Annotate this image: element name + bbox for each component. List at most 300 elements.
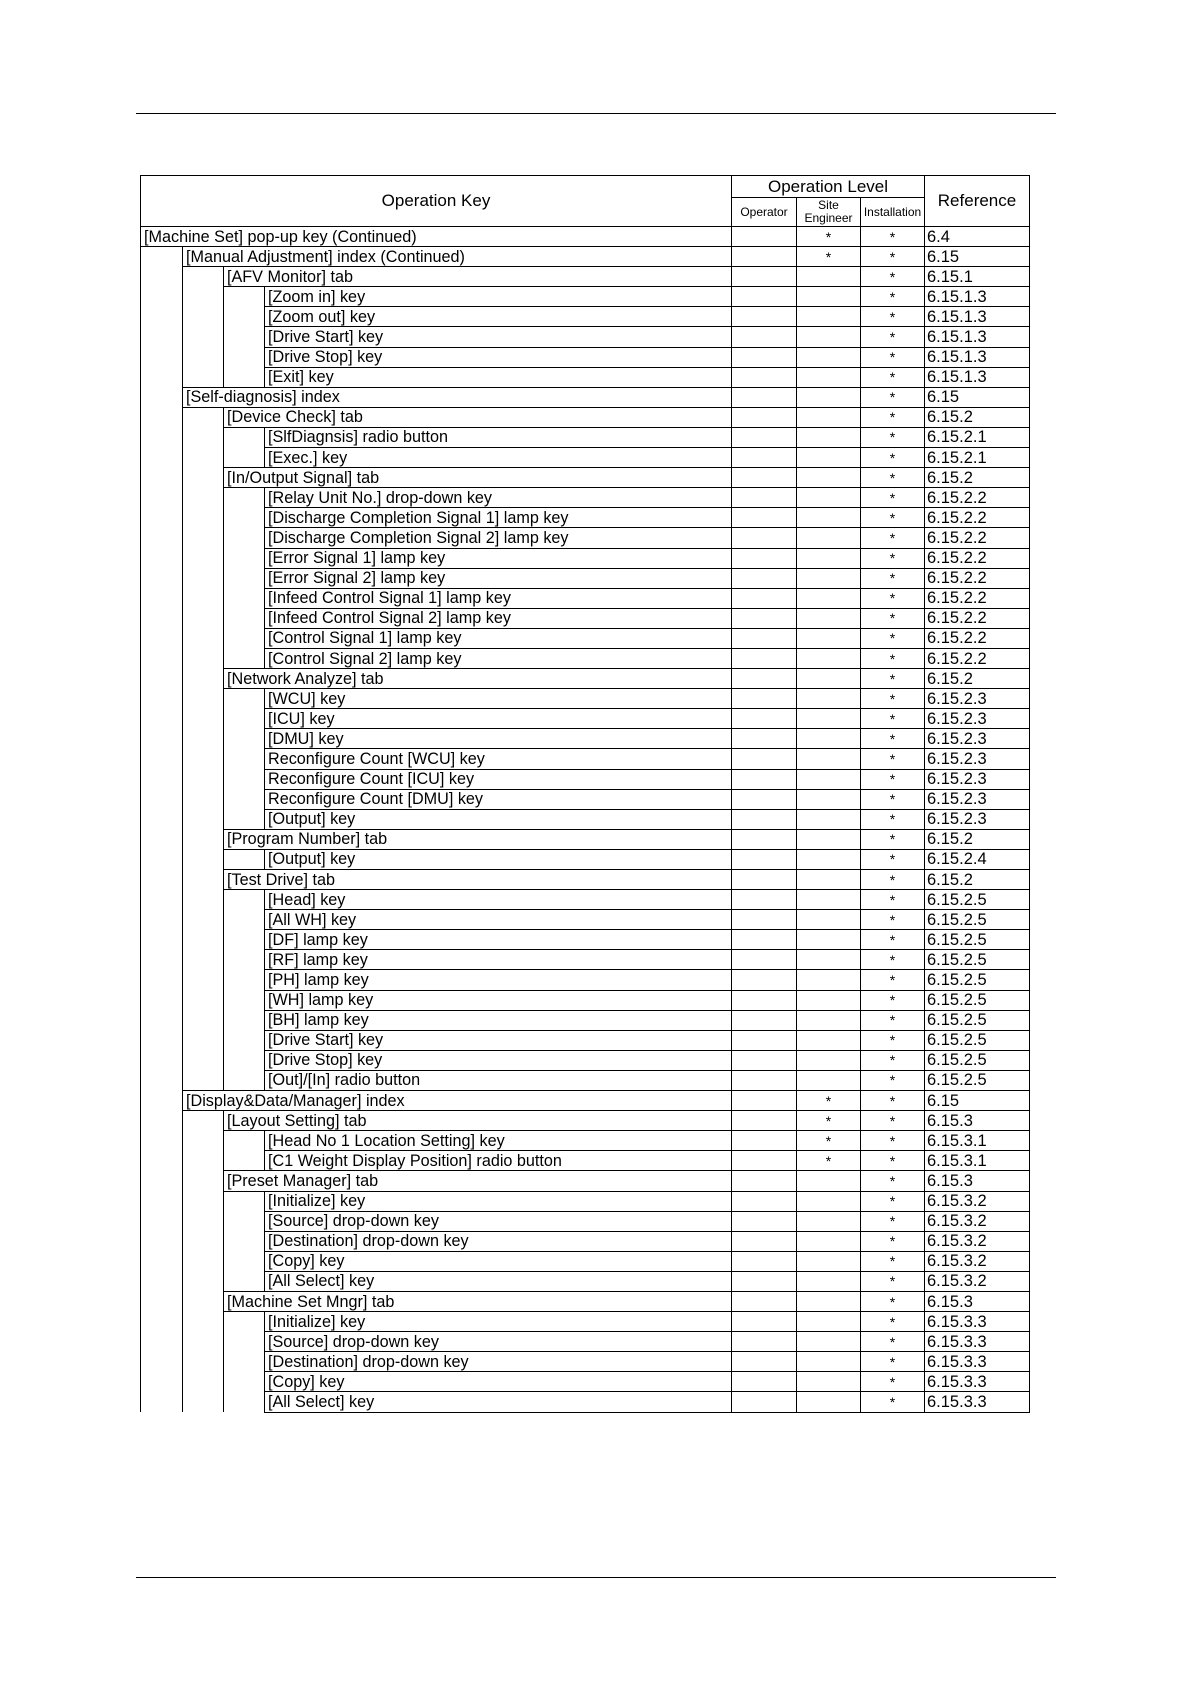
indent-cell bbox=[183, 1010, 224, 1030]
indent-cell bbox=[183, 1312, 224, 1332]
installation-level-cell: * bbox=[861, 448, 925, 468]
installation-level-cell: * bbox=[861, 1372, 925, 1392]
operator-level-cell bbox=[732, 1251, 797, 1271]
operation-key-label: [Program Number] tab bbox=[224, 829, 732, 849]
operator-level-cell bbox=[732, 669, 797, 689]
table-row bbox=[141, 648, 1030, 668]
table-row bbox=[141, 1191, 1030, 1211]
operation-key-label: Reconfigure Count [WCU] key bbox=[265, 749, 732, 769]
operator-level-cell bbox=[732, 628, 797, 648]
operator-level-cell bbox=[732, 729, 797, 749]
reference-cell: 6.15.2.2 bbox=[925, 588, 1030, 608]
indent-cell bbox=[141, 287, 183, 307]
reference-cell: 6.15.2 bbox=[925, 669, 1030, 689]
indent-cell bbox=[224, 568, 265, 588]
table-row bbox=[141, 689, 1030, 709]
indent-cell bbox=[224, 628, 265, 648]
installation-level-cell: * bbox=[861, 970, 925, 990]
site-engineer-level-cell: * bbox=[797, 227, 861, 247]
operator-level-cell bbox=[732, 247, 797, 267]
site-engineer-level-cell bbox=[797, 769, 861, 789]
installation-level-cell: * bbox=[861, 709, 925, 729]
footer-rule bbox=[136, 1577, 1056, 1578]
header-operation-key: Operation Key bbox=[141, 176, 732, 227]
operation-key-table bbox=[140, 175, 1030, 1413]
reference-cell: 6.15.2 bbox=[925, 870, 1030, 890]
indent-cell bbox=[224, 890, 265, 910]
reference-cell: 6.15.2.2 bbox=[925, 508, 1030, 528]
indent-cell bbox=[224, 849, 265, 869]
indent-cell bbox=[183, 990, 224, 1010]
site-engineer-level-cell bbox=[797, 1291, 861, 1311]
indent-cell bbox=[141, 548, 183, 568]
table-row bbox=[141, 267, 1030, 287]
operation-key-label: Reconfigure Count [ICU] key bbox=[265, 769, 732, 789]
operator-level-cell bbox=[732, 488, 797, 508]
operator-level-cell bbox=[732, 930, 797, 950]
operation-key-label: [All Select] key bbox=[265, 1392, 732, 1412]
site-engineer-level-cell bbox=[797, 287, 861, 307]
operation-key-label: [In/Output Signal] tab bbox=[224, 468, 732, 488]
indent-cell bbox=[183, 628, 224, 648]
operation-key-label: [Output] key bbox=[265, 809, 732, 829]
reference-cell: 6.15.2.5 bbox=[925, 1010, 1030, 1030]
operator-level-cell bbox=[732, 1352, 797, 1372]
table-row bbox=[141, 427, 1030, 447]
operator-level-cell bbox=[732, 648, 797, 668]
site-engineer-level-cell bbox=[797, 468, 861, 488]
reference-cell: 6.15.2 bbox=[925, 829, 1030, 849]
indent-cell bbox=[141, 890, 183, 910]
indent-cell bbox=[224, 1312, 265, 1332]
indent-cell bbox=[224, 1271, 265, 1291]
installation-level-cell: * bbox=[861, 407, 925, 427]
site-engineer-level-cell bbox=[797, 568, 861, 588]
indent-cell bbox=[224, 508, 265, 528]
installation-level-cell: * bbox=[861, 488, 925, 508]
site-engineer-level-cell bbox=[797, 950, 861, 970]
indent-cell bbox=[141, 387, 183, 407]
indent-cell bbox=[183, 950, 224, 970]
reference-cell: 6.15.2.2 bbox=[925, 568, 1030, 588]
operation-key-label: [Control Signal 1] lamp key bbox=[265, 628, 732, 648]
operation-key-label: [Discharge Completion Signal 1] lamp key bbox=[265, 508, 732, 528]
indent-cell bbox=[224, 1070, 265, 1090]
indent-cell bbox=[141, 448, 183, 468]
installation-level-cell: * bbox=[861, 387, 925, 407]
indent-cell bbox=[141, 508, 183, 528]
installation-level-cell: * bbox=[861, 327, 925, 347]
table-row bbox=[141, 849, 1030, 869]
table-row bbox=[141, 227, 1030, 247]
operation-key-label: [Machine Set Mngr] tab bbox=[224, 1291, 732, 1311]
reference-cell: 6.15.3 bbox=[925, 1111, 1030, 1131]
header-operation-level: Operation Level bbox=[732, 176, 925, 198]
reference-cell: 6.15.2.1 bbox=[925, 448, 1030, 468]
operator-level-cell bbox=[732, 990, 797, 1010]
indent-cell bbox=[183, 1291, 224, 1311]
operation-key-label: [BH] lamp key bbox=[265, 1010, 732, 1030]
indent-cell bbox=[141, 367, 183, 387]
installation-level-cell: * bbox=[861, 829, 925, 849]
installation-level-cell: * bbox=[861, 1091, 925, 1111]
table-row bbox=[141, 548, 1030, 568]
indent-cell bbox=[224, 488, 265, 508]
indent-cell bbox=[224, 769, 265, 789]
reference-cell: 6.15.3.3 bbox=[925, 1392, 1030, 1412]
operator-level-cell bbox=[732, 910, 797, 930]
operator-level-cell bbox=[732, 227, 797, 247]
site-engineer-level-cell bbox=[797, 1030, 861, 1050]
site-engineer-level-cell bbox=[797, 910, 861, 930]
indent-cell bbox=[224, 1392, 265, 1412]
operator-level-cell bbox=[732, 1191, 797, 1211]
operation-key-label: [Zoom in] key bbox=[265, 287, 732, 307]
operator-level-cell bbox=[732, 387, 797, 407]
indent-cell bbox=[141, 327, 183, 347]
indent-cell bbox=[141, 307, 183, 327]
indent-cell bbox=[224, 548, 265, 568]
operator-level-cell bbox=[732, 568, 797, 588]
table-row bbox=[141, 528, 1030, 548]
indent-cell bbox=[183, 789, 224, 809]
indent-cell bbox=[141, 247, 183, 267]
indent-cell bbox=[183, 307, 224, 327]
table-row bbox=[141, 1291, 1030, 1311]
indent-cell bbox=[224, 588, 265, 608]
table-row bbox=[141, 930, 1030, 950]
reference-cell: 6.15.2.2 bbox=[925, 528, 1030, 548]
reference-cell: 6.15.2 bbox=[925, 468, 1030, 488]
installation-level-cell: * bbox=[861, 367, 925, 387]
indent-cell bbox=[141, 870, 183, 890]
operation-key-label: [Relay Unit No.] drop-down key bbox=[265, 488, 732, 508]
indent-cell bbox=[141, 789, 183, 809]
indent-cell bbox=[141, 468, 183, 488]
indent-cell bbox=[183, 809, 224, 829]
table-row bbox=[141, 287, 1030, 307]
operation-key-label: [All WH] key bbox=[265, 910, 732, 930]
indent-cell bbox=[224, 1131, 265, 1151]
site-engineer-level-cell bbox=[797, 789, 861, 809]
reference-cell: 6.15.2.5 bbox=[925, 950, 1030, 970]
site-engineer-level-cell bbox=[797, 1271, 861, 1291]
indent-cell bbox=[183, 427, 224, 447]
table-row bbox=[141, 1171, 1030, 1191]
indent-cell bbox=[141, 1231, 183, 1251]
indent-cell bbox=[183, 1372, 224, 1392]
indent-cell bbox=[141, 267, 183, 287]
indent-cell bbox=[141, 709, 183, 729]
operation-key-label: [Head No 1 Location Setting] key bbox=[265, 1131, 732, 1151]
installation-level-cell: * bbox=[861, 1332, 925, 1352]
indent-cell bbox=[224, 608, 265, 628]
operation-key-label: [All Select] key bbox=[265, 1271, 732, 1291]
table-row bbox=[141, 890, 1030, 910]
indent-cell bbox=[224, 528, 265, 548]
indent-cell bbox=[141, 1111, 183, 1131]
operator-level-cell bbox=[732, 970, 797, 990]
installation-level-cell: * bbox=[861, 227, 925, 247]
installation-level-cell: * bbox=[861, 729, 925, 749]
indent-cell bbox=[141, 1050, 183, 1070]
indent-cell bbox=[141, 769, 183, 789]
installation-level-cell: * bbox=[861, 1070, 925, 1090]
site-engineer-level-cell bbox=[797, 1332, 861, 1352]
reference-cell: 6.15.2.5 bbox=[925, 970, 1030, 990]
installation-level-cell: * bbox=[861, 508, 925, 528]
reference-cell: 6.15.2.4 bbox=[925, 849, 1030, 869]
indent-cell bbox=[183, 468, 224, 488]
table-row bbox=[141, 387, 1030, 407]
reference-cell: 6.15 bbox=[925, 387, 1030, 407]
table-row bbox=[141, 1392, 1030, 1412]
installation-level-cell: * bbox=[861, 628, 925, 648]
indent-cell bbox=[183, 1191, 224, 1211]
reference-cell: 6.15.2.2 bbox=[925, 608, 1030, 628]
indent-cell bbox=[141, 990, 183, 1010]
reference-cell: 6.15.3.2 bbox=[925, 1191, 1030, 1211]
reference-cell: 6.15.3.3 bbox=[925, 1332, 1030, 1352]
operation-key-label: [Error Signal 1] lamp key bbox=[265, 548, 732, 568]
installation-level-cell: * bbox=[861, 950, 925, 970]
indent-cell bbox=[183, 689, 224, 709]
indent-cell bbox=[183, 1171, 224, 1191]
reference-cell: 6.15.2.5 bbox=[925, 930, 1030, 950]
site-engineer-level-cell bbox=[797, 448, 861, 468]
indent-cell bbox=[224, 729, 265, 749]
reference-cell: 6.4 bbox=[925, 227, 1030, 247]
site-engineer-level-cell bbox=[797, 1211, 861, 1231]
operation-key-label: [Destination] drop-down key bbox=[265, 1352, 732, 1372]
operation-key-label: [DF] lamp key bbox=[265, 930, 732, 950]
site-engineer-level-cell bbox=[797, 1352, 861, 1372]
indent-cell bbox=[224, 1352, 265, 1372]
indent-cell bbox=[183, 870, 224, 890]
installation-level-cell: * bbox=[861, 849, 925, 869]
installation-level-cell: * bbox=[861, 930, 925, 950]
operator-level-cell bbox=[732, 267, 797, 287]
indent-cell bbox=[141, 749, 183, 769]
table-row bbox=[141, 1151, 1030, 1171]
table-row bbox=[141, 508, 1030, 528]
operation-key-label: [Display&Data/Manager] index bbox=[183, 1091, 732, 1111]
operation-key-label: [Initialize] key bbox=[265, 1312, 732, 1332]
indent-cell bbox=[224, 648, 265, 668]
indent-cell bbox=[183, 970, 224, 990]
indent-cell bbox=[224, 327, 265, 347]
operator-level-cell bbox=[732, 448, 797, 468]
indent-cell bbox=[224, 367, 265, 387]
site-engineer-level-cell bbox=[797, 749, 861, 769]
site-engineer-level-cell bbox=[797, 327, 861, 347]
indent-cell bbox=[224, 1332, 265, 1352]
header-rule bbox=[136, 113, 1056, 114]
operator-level-cell bbox=[732, 468, 797, 488]
operation-key-label: [ICU] key bbox=[265, 709, 732, 729]
indent-cell bbox=[224, 689, 265, 709]
indent-cell bbox=[183, 669, 224, 689]
reference-cell: 6.15.1.3 bbox=[925, 327, 1030, 347]
operator-level-cell bbox=[732, 1231, 797, 1251]
table-row bbox=[141, 568, 1030, 588]
installation-level-cell: * bbox=[861, 689, 925, 709]
operation-key-label: [Initialize] key bbox=[265, 1191, 732, 1211]
reference-cell: 6.15.2 bbox=[925, 407, 1030, 427]
table-row bbox=[141, 709, 1030, 729]
operation-key-label: [Error Signal 2] lamp key bbox=[265, 568, 732, 588]
installation-level-cell: * bbox=[861, 990, 925, 1010]
indent-cell bbox=[141, 1312, 183, 1332]
indent-cell bbox=[183, 1151, 224, 1171]
reference-cell: 6.15.2.1 bbox=[925, 427, 1030, 447]
installation-level-cell: * bbox=[861, 1211, 925, 1231]
reference-cell: 6.15.2.2 bbox=[925, 648, 1030, 668]
table-body bbox=[141, 227, 1030, 1413]
operator-level-cell bbox=[732, 1271, 797, 1291]
site-engineer-level-cell bbox=[797, 1392, 861, 1412]
operator-level-cell bbox=[732, 890, 797, 910]
table-row bbox=[141, 1070, 1030, 1090]
operator-level-cell bbox=[732, 588, 797, 608]
operation-key-label: [Drive Stop] key bbox=[265, 1050, 732, 1070]
table-row bbox=[141, 347, 1030, 367]
installation-level-cell: * bbox=[861, 1010, 925, 1030]
operation-key-label: [Infeed Control Signal 2] lamp key bbox=[265, 608, 732, 628]
reference-cell: 6.15.2.3 bbox=[925, 689, 1030, 709]
indent-cell bbox=[141, 910, 183, 930]
indent-cell bbox=[183, 1070, 224, 1090]
reference-cell: 6.15 bbox=[925, 247, 1030, 267]
reference-cell: 6.15.2.5 bbox=[925, 1070, 1030, 1090]
site-engineer-level-cell bbox=[797, 970, 861, 990]
operator-level-cell bbox=[732, 1030, 797, 1050]
reference-cell: 6.15.3.3 bbox=[925, 1312, 1030, 1332]
table-row bbox=[141, 307, 1030, 327]
reference-cell: 6.15.3.2 bbox=[925, 1231, 1030, 1251]
table-row bbox=[141, 468, 1030, 488]
site-engineer-level-cell bbox=[797, 1191, 861, 1211]
indent-cell bbox=[183, 849, 224, 869]
operation-key-label: [C1 Weight Display Position] radio button bbox=[265, 1151, 732, 1171]
indent-cell bbox=[141, 849, 183, 869]
operation-key-label: [Drive Start] key bbox=[265, 327, 732, 347]
indent-cell bbox=[141, 488, 183, 508]
reference-cell: 6.15 bbox=[925, 1091, 1030, 1111]
reference-cell: 6.15.2.5 bbox=[925, 910, 1030, 930]
indent-cell bbox=[224, 809, 265, 829]
indent-cell bbox=[141, 608, 183, 628]
operator-level-cell bbox=[732, 307, 797, 327]
indent-cell bbox=[224, 1211, 265, 1231]
reference-cell: 6.15.2.5 bbox=[925, 1050, 1030, 1070]
operator-level-cell bbox=[732, 870, 797, 890]
indent-cell bbox=[141, 1091, 183, 1111]
table-row bbox=[141, 1010, 1030, 1030]
operation-key-label: [AFV Monitor] tab bbox=[224, 267, 732, 287]
operation-key-label: [RF] lamp key bbox=[265, 950, 732, 970]
reference-cell: 6.15.2.5 bbox=[925, 890, 1030, 910]
indent-cell bbox=[183, 1050, 224, 1070]
installation-level-cell: * bbox=[861, 608, 925, 628]
installation-level-cell: * bbox=[861, 1030, 925, 1050]
installation-level-cell: * bbox=[861, 789, 925, 809]
table-row bbox=[141, 1111, 1030, 1131]
operator-level-cell bbox=[732, 327, 797, 347]
indent-cell bbox=[141, 829, 183, 849]
indent-cell bbox=[141, 1171, 183, 1191]
operator-level-cell bbox=[732, 1151, 797, 1171]
reference-cell: 6.15.3.2 bbox=[925, 1211, 1030, 1231]
indent-cell bbox=[224, 1050, 265, 1070]
operator-level-cell bbox=[732, 1392, 797, 1412]
operation-key-label: [Layout Setting] tab bbox=[224, 1111, 732, 1131]
indent-cell bbox=[141, 970, 183, 990]
indent-cell bbox=[183, 548, 224, 568]
indent-cell bbox=[224, 1372, 265, 1392]
header-site-engineer: Site Engineer bbox=[797, 198, 861, 227]
operation-key-label: [Control Signal 2] lamp key bbox=[265, 648, 732, 668]
indent-cell bbox=[224, 970, 265, 990]
installation-level-cell: * bbox=[861, 669, 925, 689]
installation-level-cell: * bbox=[861, 1191, 925, 1211]
operation-key-label: [PH] lamp key bbox=[265, 970, 732, 990]
indent-cell bbox=[141, 1392, 183, 1412]
installation-level-cell: * bbox=[861, 1171, 925, 1191]
operation-key-label: [Zoom out] key bbox=[265, 307, 732, 327]
site-engineer-level-cell bbox=[797, 669, 861, 689]
operation-key-label: Reconfigure Count [DMU] key bbox=[265, 789, 732, 809]
table-row bbox=[141, 910, 1030, 930]
site-engineer-level-cell bbox=[797, 407, 861, 427]
indent-cell bbox=[224, 950, 265, 970]
site-engineer-level-cell: * bbox=[797, 1131, 861, 1151]
operator-level-cell bbox=[732, 809, 797, 829]
reference-cell: 6.15.3.3 bbox=[925, 1372, 1030, 1392]
table-row bbox=[141, 367, 1030, 387]
operation-key-label: [Drive Stop] key bbox=[265, 347, 732, 367]
installation-level-cell: * bbox=[861, 1231, 925, 1251]
table-row bbox=[141, 1372, 1030, 1392]
operator-level-cell bbox=[732, 749, 797, 769]
indent-cell bbox=[183, 267, 224, 287]
reference-cell: 6.15.3.2 bbox=[925, 1271, 1030, 1291]
indent-cell bbox=[183, 890, 224, 910]
indent-cell bbox=[141, 407, 183, 427]
operator-level-cell bbox=[732, 1111, 797, 1131]
site-engineer-level-cell bbox=[797, 588, 861, 608]
operator-level-cell bbox=[732, 1131, 797, 1151]
operation-key-label: [WCU] key bbox=[265, 689, 732, 709]
reference-cell: 6.15.2.3 bbox=[925, 709, 1030, 729]
indent-cell bbox=[183, 1131, 224, 1151]
table-row bbox=[141, 247, 1030, 267]
installation-level-cell: * bbox=[861, 468, 925, 488]
installation-level-cell: * bbox=[861, 910, 925, 930]
operation-key-label: [Copy] key bbox=[265, 1372, 732, 1392]
operator-level-cell bbox=[732, 1291, 797, 1311]
operator-level-cell bbox=[732, 689, 797, 709]
indent-cell bbox=[183, 287, 224, 307]
installation-level-cell: * bbox=[861, 749, 925, 769]
indent-cell bbox=[183, 1030, 224, 1050]
operator-level-cell bbox=[732, 1070, 797, 1090]
table-row bbox=[141, 1211, 1030, 1231]
installation-level-cell: * bbox=[861, 1111, 925, 1131]
indent-cell bbox=[183, 1392, 224, 1412]
operator-level-cell bbox=[732, 427, 797, 447]
installation-level-cell: * bbox=[861, 427, 925, 447]
